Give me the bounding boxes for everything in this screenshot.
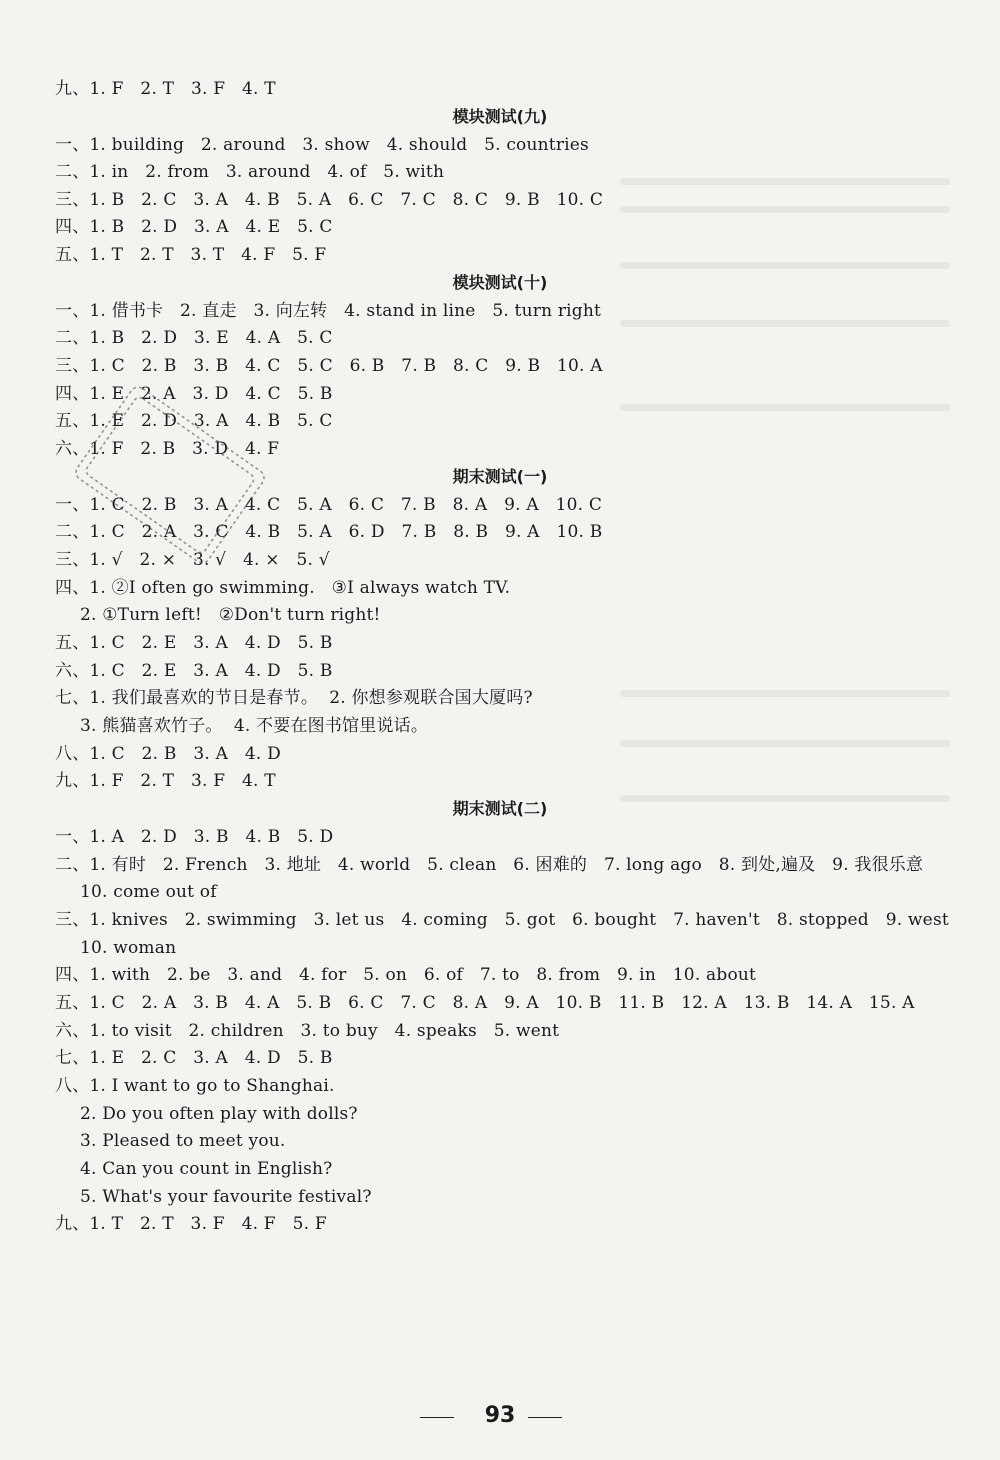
answer-line: 四、1. B 2. D 3. A 4. E 5. C <box>55 217 333 237</box>
answer-line: 二、1. 有时 2. French 3. 地址 4. world 5. clean 6. 困难的 7. long ago 8. 到处,遍及 9. 我很乐意 <box>55 855 924 875</box>
answer-line: 八、1. I want to go to Shanghai. <box>55 1076 335 1096</box>
answer-line: 八、1. C 2. B 3. A 4. D <box>55 744 281 764</box>
bleed-through <box>620 690 950 697</box>
section-heading: 期末测试(二) <box>452 799 548 818</box>
answer-line: 五、1. T 2. T 3. T 4. F 5. F <box>55 245 327 265</box>
answer-line: 一、1. C 2. B 3. A 4. C 5. A 6. C 7. B 8. A 9. A 10. C <box>55 495 603 515</box>
page-number-dash <box>528 1417 562 1418</box>
section-heading: 模块测试(十) <box>452 273 548 292</box>
answer-line: 3. 熊猫喜欢竹子。 4. 不要在图书馆里说话。 <box>80 716 429 736</box>
answer-line: 六、1. F 2. B 3. D 4. F <box>55 439 280 459</box>
stamp-icon <box>60 380 280 570</box>
answer-line: 九、1. F 2. T 3. F 4. T <box>55 771 276 791</box>
answer-line: 五、1. C 2. A 3. B 4. A 5. B 6. C 7. C 8. A 9. A 10. B 11. B 12. A 13. B 14. A 15. A <box>55 993 915 1013</box>
answer-line: 七、1. 我们最喜欢的节日是春节。 2. 你想参观联合国大厦吗? <box>55 688 533 708</box>
answer-line: 六、1. C 2. E 3. A 4. D 5. B <box>55 661 333 681</box>
answer-line: 一、1. 借书卡 2. 直走 3. 向左转 4. stand in line 5. turn right <box>55 301 602 321</box>
bleed-through <box>620 262 950 269</box>
answer-line: 二、1. C 2. A 3. C 4. B 5. A 6. D 7. B 8. B 9. A 10. B <box>55 522 603 542</box>
answer-line: 一、1. A 2. D 3. B 4. B 5. D <box>55 827 334 847</box>
section-heading: 模块测试(九) <box>452 107 548 126</box>
answer-line: 5. What's your favourite festival? <box>80 1187 372 1207</box>
answer-line: 三、1. √ 2. × 3. √ 4. × 5. √ <box>55 550 330 570</box>
answer-line: 10. woman <box>80 938 177 958</box>
answer-line: 六、1. to visit 2. children 3. to buy 4. speaks 5. went <box>55 1021 560 1041</box>
bleed-through <box>620 206 950 213</box>
answer-line: 一、1. building 2. around 3. show 4. should 5. countries <box>55 135 589 155</box>
bleed-through <box>620 320 950 327</box>
answer-line: 四、1. E 2. A 3. D 4. C 5. B <box>55 384 333 404</box>
bleed-through <box>620 740 950 747</box>
page-number: 93 <box>484 1403 516 1428</box>
bleed-through <box>620 404 950 411</box>
answer-line: 4. Can you count in English? <box>80 1159 333 1179</box>
answer-line: 七、1. E 2. C 3. A 4. D 5. B <box>55 1048 333 1068</box>
answer-line: 二、1. B 2. D 3. E 4. A 5. C <box>55 328 333 348</box>
answer-line: 五、1. E 2. D 3. A 4. B 5. C <box>55 411 333 431</box>
answer-line: 三、1. C 2. B 3. B 4. C 5. C 6. B 7. B 8. C 9. B 10. A <box>55 356 603 376</box>
answer-line: 二、1. in 2. from 3. around 4. of 5. with <box>55 162 445 182</box>
answer-line: 九、1. T 2. T 3. F 4. F 5. F <box>55 1214 327 1234</box>
answer-line: 2. ①Turn left! ②Don't turn right! <box>80 605 381 625</box>
answer-line: 九、1. F 2. T 3. F 4. T <box>55 79 276 99</box>
answer-line: 三、1. B 2. C 3. A 4. B 5. A 6. C 7. C 8. C 9. B 10. C <box>55 190 604 210</box>
answer-line: 三、1. knives 2. swimming 3. let us 4. coming 5. got 6. bought 7. haven't 8. stopped 9. west <box>55 910 949 930</box>
answer-line: 10. come out of <box>80 882 217 902</box>
section-heading: 期末测试(一) <box>452 467 548 486</box>
answer-line: 2. Do you often play with dolls? <box>80 1104 358 1124</box>
answer-line: 五、1. C 2. E 3. A 4. D 5. B <box>55 633 333 653</box>
bleed-through <box>620 178 950 185</box>
answer-line: 3. Pleased to meet you. <box>80 1131 286 1151</box>
answer-line: 四、1. with 2. be 3. and 4. for 5. on 6. of 7. to 8. from 9. in 10. about <box>55 965 757 985</box>
answer-line: 四、1. ②I often go swimming. ③I always watch TV. <box>55 578 511 598</box>
